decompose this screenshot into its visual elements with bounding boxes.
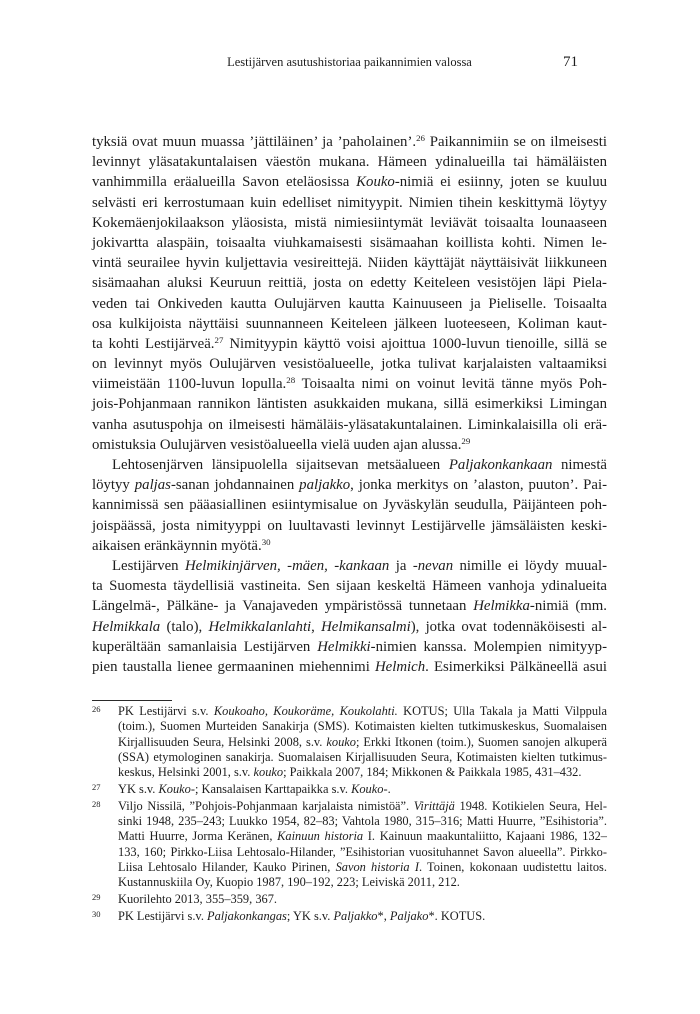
text-run: sisämaahan aluksi Keuruun reittiä, josta on edetty Keiteleen vesistöjen läpi Piela- bbox=[92, 275, 607, 292]
text-run: -nimien kanssa. Molempien nimityyp- bbox=[370, 638, 608, 655]
line-text bbox=[92, 314, 607, 334]
italic-run: Helmikkalanlahti bbox=[208, 618, 312, 635]
line-text bbox=[92, 334, 607, 354]
footnote-number: 28 bbox=[92, 798, 101, 809]
text-run: ja bbox=[389, 557, 413, 574]
text-run: I. Kainuun maakuntaliitto, Kajaani 1986, 132– bbox=[363, 829, 608, 844]
footnote-number: 26 bbox=[92, 704, 101, 714]
line-text bbox=[118, 735, 607, 750]
text-run: Kirjallisuuden Seura, Helsinki 2008, s.v. bbox=[118, 734, 327, 749]
line-text bbox=[92, 495, 607, 515]
text-run: . Toinen, kokonaan uudistettu laitos. bbox=[418, 859, 607, 874]
text-run: (talo), bbox=[160, 618, 209, 635]
text-run: ta kohti Lestijärveä. bbox=[92, 335, 215, 352]
text-line bbox=[118, 860, 607, 875]
italic-run: Helmikka bbox=[473, 598, 530, 615]
text-run: vanha asutuspohja on ilmeisesti hämäläis-yläsatakuntalainen. Liminkalaisilla oli erä- bbox=[92, 416, 607, 433]
text-run: 133, 160; Pirkko-Liisa Lehtosalo-Hilander, ”Esihistorian vuosituhannet Savon alueella”. Pirkko- bbox=[118, 844, 607, 859]
text-line bbox=[92, 455, 607, 475]
text-run: viimeistään 1100-luvun lopulla. bbox=[92, 376, 287, 393]
text-run: vintä seurailee hyvin kuljettavia vesireittejä. Niiden käyttäjät näyttäisivät liikkuneen bbox=[92, 255, 607, 272]
text-line bbox=[92, 374, 607, 394]
text-run: Nimityypin käyttö voisi ajoittua 1000-luvun tienoille, sillä se bbox=[223, 335, 608, 352]
italic-run: Helmikki bbox=[317, 638, 371, 655]
footnote bbox=[92, 892, 607, 907]
footnote-text bbox=[118, 909, 607, 924]
text-line bbox=[92, 495, 607, 515]
text-run: selvästi eri kerrostumaan kuin edelliset nimityypit. Nimien tihein keskittymä löytyy bbox=[92, 194, 607, 211]
footnote-text bbox=[118, 704, 607, 780]
text-line bbox=[118, 765, 607, 780]
text-line bbox=[92, 475, 607, 495]
line-text bbox=[118, 875, 460, 890]
italic-run: Kouko bbox=[356, 174, 395, 191]
text-line bbox=[92, 556, 607, 576]
text-run: , bbox=[311, 618, 322, 635]
text-run: vanhimmilla eräalueilla Savon eteläosissa bbox=[92, 174, 357, 191]
line-text bbox=[118, 765, 581, 780]
text-line bbox=[92, 354, 607, 374]
line-text bbox=[92, 152, 607, 172]
italic-run: Paljakonkankaan bbox=[448, 457, 553, 473]
paragraph bbox=[92, 556, 607, 677]
text-line bbox=[118, 750, 607, 765]
footnote-marker: 27 bbox=[214, 335, 224, 345]
text-run: KOTUS; Ulla Takala ja Matti Vilppula bbox=[397, 704, 607, 718]
text-run: sinki 1948, 235–243; Luukko 1954, 82–83; Vahtola 1980, 315–316; Matti Huurre, ”Esihistoria”. bbox=[118, 814, 607, 829]
line-text bbox=[112, 556, 607, 576]
line-text bbox=[92, 475, 607, 495]
text-run: ), jotka ovat todennäköisesti al- bbox=[410, 618, 607, 635]
footnote bbox=[92, 909, 607, 924]
text-run: löytyy bbox=[92, 477, 135, 494]
text-line bbox=[92, 596, 607, 616]
text-run: , jonka merkitys on ’alaston, puuton’. Pai- bbox=[350, 477, 608, 494]
line-text bbox=[92, 536, 271, 556]
line-text bbox=[92, 637, 607, 657]
text-line bbox=[92, 213, 607, 233]
text-run: kannimissä sen pääasiallinen esiintymisalue on Jyväskylän seudulla, Päijänteen poh- bbox=[92, 497, 607, 514]
text-line bbox=[92, 394, 607, 414]
line-text bbox=[92, 657, 607, 677]
footnote-separator bbox=[92, 700, 172, 701]
line-text bbox=[118, 719, 607, 734]
text-run: (SSA) etymologinen sanakirja. Suomalaisen Kirjallisuuden Seura, Kotimaisten kielten tutkimus- bbox=[118, 749, 607, 764]
paragraph bbox=[92, 132, 607, 455]
italic-run: -nevan bbox=[412, 557, 454, 574]
text-line bbox=[118, 719, 607, 734]
italic-run: Kouko bbox=[351, 781, 384, 796]
line-text bbox=[92, 233, 607, 253]
line-text bbox=[92, 435, 470, 455]
text-run: levinnyt yläsatakuntalaisen väestön mukana. Hämeen ydinalueilla tai hämäläisten bbox=[92, 154, 607, 171]
line-text bbox=[92, 132, 607, 152]
text-run: Toisaalta nimi on voinut levitä tänne myös Poh- bbox=[295, 376, 607, 393]
text-line bbox=[92, 233, 607, 253]
line-text bbox=[92, 576, 607, 596]
text-run: ; Erkki Itkonen (toim.), Suomen sanojen alkuperä bbox=[355, 734, 607, 749]
text-run: on levinnyt myös Oulujärven vesistöalueelle, jotka tulivat karjalaisten valtaamiksi bbox=[92, 356, 607, 373]
text-run: Paikannimiin se on ilmeisesti bbox=[424, 134, 607, 150]
text-line bbox=[118, 875, 607, 890]
text-line bbox=[118, 909, 607, 924]
italic-run: Kainuun historia bbox=[277, 829, 364, 844]
text-line bbox=[92, 294, 607, 314]
text-run: ta Suomesta täydellisiä vastineita. Sen sijaan keskeltä Hämeen vanhoja ydinalueita bbox=[92, 578, 607, 595]
text-line bbox=[118, 799, 607, 814]
text-run: joispäässä, josta nimityyppi on luultavasti levinnyt Lestijärvelle jämsäläisten keski- bbox=[92, 517, 607, 534]
paragraph bbox=[92, 455, 607, 556]
text-run: -. bbox=[383, 781, 391, 796]
italic-run: Helmikansalmi bbox=[321, 618, 411, 635]
line-text bbox=[118, 750, 607, 765]
page-number: 71 bbox=[563, 54, 578, 70]
footnote-marker: 28 bbox=[286, 375, 296, 386]
line-text bbox=[118, 829, 607, 844]
footnote-marker: 29 bbox=[461, 435, 471, 446]
text-run: keskus, Helsinki 2001, s.v. bbox=[118, 765, 254, 780]
text-run: nimille ei löydy muual- bbox=[453, 557, 608, 574]
line-text bbox=[92, 617, 607, 637]
text-run: Kustannuskiila Oy, Kuopio 1987, 190–192, 223; Leiviskä 2011, 212. bbox=[118, 875, 460, 890]
italic-run: kouko bbox=[253, 765, 284, 780]
text-line bbox=[92, 253, 607, 273]
text-run: -sanan johdannainen bbox=[170, 477, 300, 494]
line-text bbox=[118, 782, 391, 797]
text-line bbox=[118, 782, 607, 797]
text-run: YK s.v. bbox=[118, 781, 159, 796]
text-run: *. KOTUS. bbox=[428, 908, 486, 923]
text-line bbox=[118, 735, 607, 750]
line-text bbox=[118, 845, 607, 860]
line-text bbox=[92, 374, 607, 394]
line-text bbox=[92, 273, 607, 293]
footnote-text bbox=[118, 782, 607, 797]
text-run: jokivartta alaspäin, toisaalta viuhkamaisesti sisämaahan koillista kohti. Nimen le- bbox=[92, 234, 607, 251]
text-run: veden tai Onkiveden kautta Oulujärven kautta Kainuuseen ja Pieliselle. Toisaalta bbox=[92, 295, 607, 312]
footnote-text bbox=[118, 892, 607, 907]
text-line bbox=[118, 845, 607, 860]
italic-run: Paljakko bbox=[333, 908, 378, 923]
footnote bbox=[92, 704, 607, 780]
text-line bbox=[118, 829, 607, 844]
italic-run: Helmich bbox=[374, 658, 426, 675]
text-line bbox=[118, 814, 607, 829]
text-run: *, bbox=[377, 908, 390, 923]
line-text bbox=[92, 354, 607, 374]
text-line bbox=[92, 435, 607, 455]
running-head bbox=[92, 54, 607, 72]
text-run: (toim.), Suomen Murteiden Sanakirja (SMS). Kotimaisten kielten tutkimuskeskus, Suomalaisen bbox=[118, 719, 607, 734]
text-run: jois-Pohjanmaan rannikon läntisten asukkaiden mukana, sillä esimerkiksi Limingan bbox=[92, 396, 607, 413]
text-run: nimestä bbox=[552, 457, 607, 473]
footnote-number: 27 bbox=[92, 781, 101, 792]
text-run: Kokemäenjokilaakson yläosista, mistä nimiesiintymät leviävät toisaalta lounaaseen bbox=[92, 214, 607, 231]
text-run: ; YK s.v. bbox=[286, 908, 334, 923]
line-text bbox=[118, 892, 277, 907]
footnote-text bbox=[118, 799, 607, 891]
italic-run: paljas bbox=[134, 477, 171, 494]
text-run: ; Paikkala 2007, 184; Mikkonen & Paikkala 1985, 431–432. bbox=[283, 765, 582, 780]
text-run: aikaisen eränkäynnin myötä. bbox=[92, 537, 262, 554]
line-text bbox=[92, 596, 607, 616]
italic-run: Paljakonkangas bbox=[207, 908, 287, 923]
line-text bbox=[92, 213, 607, 233]
text-line bbox=[92, 617, 607, 637]
text-run: kuperältään samanlaisia Lestijärven bbox=[92, 638, 318, 655]
footnote-marker: 30 bbox=[261, 536, 271, 547]
text-run: Lestijärven bbox=[112, 557, 185, 574]
text-run: -; Kansalaisen Karttapaikka s.v. bbox=[190, 781, 352, 796]
italic-run: Virittäjä bbox=[413, 798, 455, 813]
text-run: -nimiä (mm. bbox=[529, 598, 607, 615]
italic-run: Helmikinjärven, -mäen, -kankaan bbox=[184, 557, 390, 574]
text-line bbox=[92, 536, 607, 556]
text-run: PK Lestijärvi s.v. bbox=[118, 704, 214, 718]
text-run: Liisa Lehtosalo Hilander, Kauko Pirinen, bbox=[118, 859, 336, 874]
line-text bbox=[92, 394, 607, 414]
line-text bbox=[118, 814, 607, 829]
footnote bbox=[92, 782, 607, 797]
running-title: Lestijärven asutushistoriaa paikannimien valossa bbox=[227, 55, 472, 69]
text-line bbox=[92, 516, 607, 536]
line-text bbox=[92, 253, 607, 273]
text-line bbox=[92, 132, 607, 152]
line-text bbox=[118, 799, 607, 814]
line-text bbox=[118, 860, 607, 875]
italic-run: kouko bbox=[326, 734, 356, 749]
text-line bbox=[92, 415, 607, 435]
line-text bbox=[92, 172, 607, 192]
text-line bbox=[92, 273, 607, 293]
text-run: Matti Huurre, Jorma Keränen, bbox=[118, 829, 278, 844]
text-run: -nimiä ei esiinny, joten se kuuluu bbox=[394, 174, 607, 191]
line-text bbox=[92, 516, 607, 536]
footnotes bbox=[92, 704, 607, 924]
line-text bbox=[92, 193, 607, 213]
footnote-marker: 26 bbox=[416, 133, 425, 144]
text-line bbox=[92, 193, 607, 213]
text-line bbox=[118, 704, 607, 719]
text-line bbox=[92, 334, 607, 354]
text-line bbox=[92, 637, 607, 657]
line-text bbox=[118, 909, 485, 924]
text-run: omistuksia Oulujärven vesistöalueella vielä uuden ajan alussa. bbox=[92, 436, 462, 453]
text-run: tyksiä ovat muun muassa ’jättiläinen’ ja ’paholainen’. bbox=[92, 134, 417, 150]
footnote-number: 29 bbox=[92, 892, 101, 903]
italic-run: Savon historia I bbox=[335, 859, 419, 874]
italic-run: paljakko bbox=[299, 477, 351, 494]
text-run: Längelmä-, Pälkäne- ja Vanajaveden ympäristössä tunnetaan bbox=[92, 598, 474, 615]
footnote-number: 30 bbox=[92, 908, 101, 919]
italic-run: Koukoaho, Koukoräme, Koukolahti. bbox=[213, 704, 398, 718]
text-run: . Esimerkiksi Pälkäneellä asui bbox=[425, 658, 607, 675]
line-text bbox=[92, 415, 607, 435]
text-run: osa kulkijoista näyttäisi suunnanneen Keiteleen jälkeen luoteeseen, Koliman kaut- bbox=[92, 315, 607, 332]
line-text bbox=[112, 455, 607, 475]
text-line bbox=[92, 657, 607, 677]
line-text bbox=[118, 704, 607, 719]
text-run: PK Lestijärvi s.v. bbox=[118, 908, 208, 923]
text-line bbox=[92, 172, 607, 192]
text-line bbox=[118, 892, 607, 907]
text-run: Viljo Nissilä, ”Pohjois-Pohjanmaan karjalaista nimistöä”. bbox=[118, 798, 414, 813]
italic-run: Helmikkala bbox=[92, 618, 161, 635]
text-line bbox=[92, 314, 607, 334]
text-run: Lehtosenjärven länsipuolella sijaitsevan metsäalueen bbox=[112, 457, 449, 473]
footnote bbox=[92, 799, 607, 891]
text-run: pien taustalla lienee germaaninen miehennimi bbox=[92, 658, 375, 675]
text-run: Kuorilehto 2013, 355–359, 367. bbox=[118, 892, 278, 907]
line-text bbox=[92, 294, 607, 314]
text-line bbox=[92, 576, 607, 596]
body-text bbox=[92, 132, 607, 677]
italic-run: Paljako bbox=[389, 908, 429, 923]
text-run: 1948. Kotikielen Seura, Hel- bbox=[454, 798, 607, 813]
italic-run: Kouko bbox=[158, 781, 191, 796]
text-line bbox=[92, 152, 607, 172]
